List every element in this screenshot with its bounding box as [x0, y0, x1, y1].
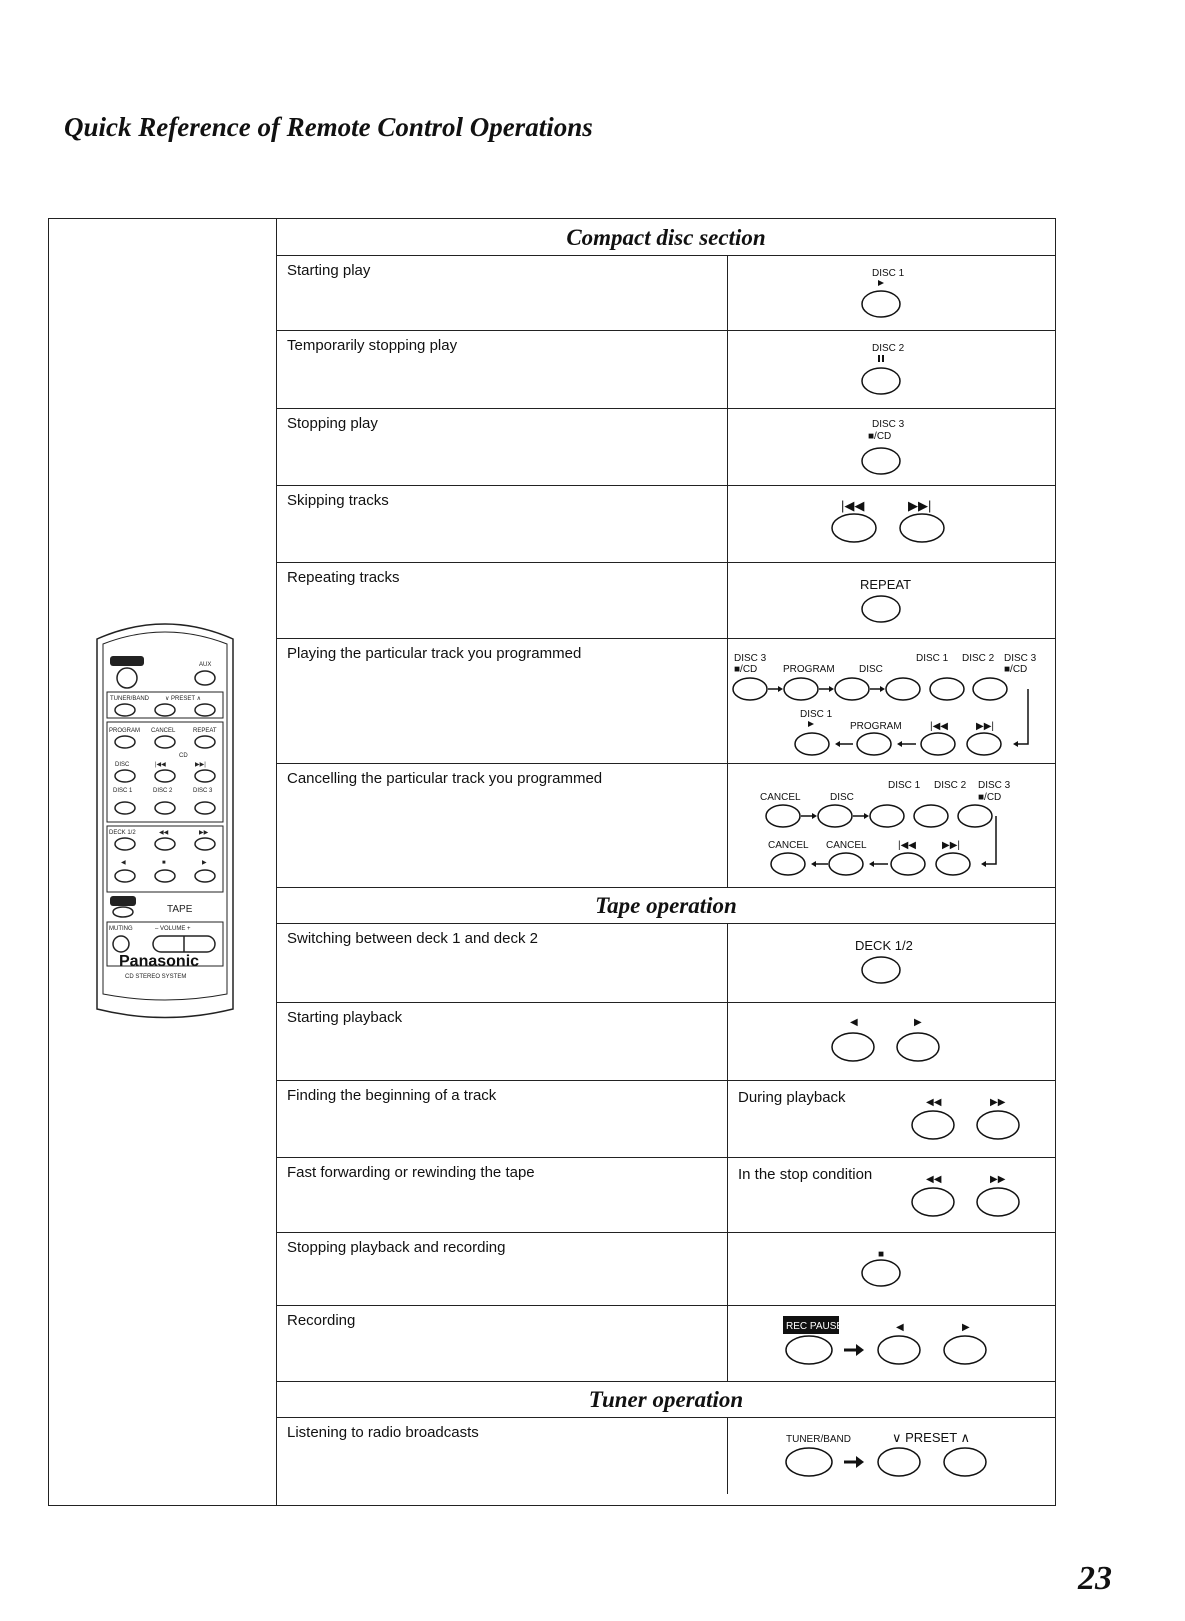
cancel-label: CANCEL [826, 840, 867, 851]
row-operation [728, 331, 1055, 408]
remote-muting-label: MUTING [109, 926, 133, 932]
forward-play-label: ▶ [914, 1017, 922, 1028]
arrow-right-icon [856, 1456, 864, 1468]
row-label: Stopping playback and recording [277, 1233, 728, 1305]
row-note: In the stop condition [738, 1166, 873, 1183]
row-label: Cancelling the particular track you programmed [277, 764, 728, 887]
svg-text:|◀◀: |◀◀ [930, 721, 948, 732]
disc3-label: DISC 3 [734, 653, 767, 664]
table-row [277, 486, 1055, 563]
svg-text:|◀◀: |◀◀ [155, 762, 166, 768]
remote-disc2-label: DISC 2 [153, 788, 173, 794]
svg-text:▶▶: ▶▶ [199, 830, 209, 836]
remote-tape-label: TAPE [167, 904, 193, 915]
row-label: Finding the beginning of a track [277, 1081, 728, 1157]
svg-text:▶▶|: ▶▶| [942, 840, 960, 851]
svg-text:◀◀: ◀◀ [926, 1097, 942, 1108]
row-label: Fast forwarding or rewinding the tape [277, 1158, 728, 1232]
table-row [277, 1233, 1055, 1306]
disc1-label: DISC 1 [800, 709, 833, 720]
svg-text:◀◀: ◀◀ [159, 830, 169, 836]
reverse-play-label: ◀ [850, 1017, 858, 1028]
row-operation [728, 764, 1055, 887]
row-operation [728, 924, 1055, 1002]
row-label: Repeating tracks [277, 563, 728, 638]
row-label: Switching between deck 1 and deck 2 [277, 924, 728, 1002]
section-header-cd: Compact disc section [277, 219, 1055, 256]
disc-label: DISC [859, 664, 883, 675]
row-label: Stopping play [277, 409, 728, 485]
disc2-label: DISC 2 [934, 780, 967, 791]
disc3-label: DISC 3 [872, 419, 905, 430]
row-operation [728, 486, 1055, 562]
rec-pause-label: REC PAUSE [786, 1321, 844, 1332]
remote-repeat-label: REPEAT [193, 728, 217, 734]
remote-disc-label: DISC [115, 762, 130, 768]
cancel-label: CANCEL [768, 840, 809, 851]
row-label: Playing the particular track you programmed [277, 639, 728, 763]
remote-tuner-band-label: TUNER/BAND [110, 696, 150, 702]
program-label: PROGRAM [783, 664, 835, 675]
row-label: Starting play [277, 256, 728, 330]
disc2-button-icon [862, 368, 900, 394]
table-row [277, 1081, 1055, 1158]
svg-text:▶: ▶ [962, 1322, 970, 1333]
svg-text:|◀◀: |◀◀ [898, 840, 916, 851]
row-operation [728, 1003, 1055, 1080]
row-operation [728, 1233, 1055, 1305]
repeat-button-icon [862, 596, 900, 622]
disc1-button-icon [862, 291, 900, 317]
tuner-band-button-icon [786, 1448, 832, 1476]
stop-cd-label: ■/CD [1004, 664, 1028, 675]
tuner-band-label: TUNER/BAND [786, 1434, 852, 1445]
row-operation [728, 1081, 1055, 1157]
row-operation [728, 1418, 1055, 1494]
pause-icon [878, 355, 880, 362]
skip-forward-button-icon [900, 514, 944, 542]
svg-text:◀◀: ◀◀ [926, 1174, 942, 1185]
deck-label: DECK 1/2 [855, 938, 913, 953]
disc-label: DISC [830, 792, 854, 803]
row-operation [728, 1306, 1055, 1381]
skip-back-button-icon [832, 514, 876, 542]
program-label: PROGRAM [850, 721, 902, 732]
remote-disc1-label: DISC 1 [113, 788, 133, 794]
row-label: Recording [277, 1306, 728, 1381]
page-title: Quick Reference of Remote Control Operations [64, 112, 593, 142]
disc1-label: DISC 1 [872, 268, 905, 279]
disc2-label: DISC 2 [962, 653, 995, 664]
rec-pause-button-icon [786, 1336, 832, 1364]
arrow-right-icon [856, 1344, 864, 1356]
play-icon [878, 280, 884, 286]
table-row [277, 1003, 1055, 1081]
repeat-label: REPEAT [860, 577, 912, 592]
remote-volume-label: – VOLUME + [155, 926, 191, 932]
table-row [277, 1306, 1055, 1382]
disc1-label: DISC 1 [888, 780, 921, 791]
remote-program-label: PROGRAM [109, 728, 141, 734]
stop-cd-label: ■/CD [978, 792, 1002, 803]
row-operation [728, 409, 1055, 485]
stop-cd-label: ■/CD [868, 431, 892, 442]
disc3-label: DISC 3 [1004, 653, 1037, 664]
table-row [277, 764, 1055, 888]
operations-table [277, 219, 1055, 1494]
deck-button-icon [862, 957, 900, 983]
disc2-label: DISC 2 [872, 343, 905, 354]
row-operation [728, 563, 1055, 638]
remote-preset-label: ∨ PRESET ∧ [165, 696, 202, 702]
svg-text:▶: ▶ [202, 860, 207, 866]
svg-text:▶▶|: ▶▶| [195, 762, 206, 768]
disc3-label: DISC 3 [978, 780, 1011, 791]
stop-cd-label: ■/CD [734, 664, 758, 675]
remote-deck-label: DECK 1/2 [109, 830, 136, 836]
skip-back-label: |◀◀ [841, 498, 865, 513]
remote-illustration-panel [49, 219, 277, 1505]
remote-cancel-label: CANCEL [151, 728, 176, 734]
section-header-tape: Tape operation [277, 888, 1055, 924]
row-note: During playback [738, 1089, 846, 1106]
remote-disc3-label: DISC 3 [193, 788, 213, 794]
table-row [277, 924, 1055, 1003]
preset-label: ∨ PRESET ∧ [892, 1430, 971, 1445]
disc1-label: DISC 1 [916, 653, 949, 664]
remote-aux-label: AUX [199, 662, 212, 668]
row-operation [728, 256, 1055, 330]
svg-text:▶▶: ▶▶ [990, 1174, 1006, 1185]
row-operation [728, 1158, 1055, 1232]
disc3-button-icon [862, 448, 900, 474]
table-row [277, 1158, 1055, 1233]
stop-button-icon [862, 1260, 900, 1286]
stop-label: ■ [878, 1249, 885, 1260]
row-label: Skipping tracks [277, 486, 728, 562]
cancel-label: CANCEL [760, 792, 801, 803]
page-number: 23 [1078, 1560, 1112, 1597]
remote-system-label: CD STEREO SYSTEM [125, 974, 187, 980]
table-row [277, 331, 1055, 409]
row-label: Starting playback [277, 1003, 728, 1080]
table-row [277, 409, 1055, 486]
svg-text:▶▶: ▶▶ [990, 1097, 1006, 1108]
remote-cd-label: CD [179, 753, 188, 759]
remote-control-illustration [95, 614, 235, 1024]
row-label: Temporarily stopping play [277, 331, 728, 408]
table-row [277, 1418, 1055, 1494]
remote-brand: Panasonic [119, 953, 200, 970]
svg-text:◀: ◀ [896, 1322, 904, 1333]
svg-text:■: ■ [162, 860, 166, 866]
svg-text:◀: ◀ [121, 860, 126, 866]
section-header-tuner: Tuner operation [277, 1382, 1055, 1418]
svg-text:▶▶|: ▶▶| [976, 721, 994, 732]
table-row [277, 256, 1055, 331]
skip-forward-label: ▶▶| [908, 498, 932, 513]
reference-table-frame [48, 218, 1056, 1506]
row-operation [728, 639, 1055, 763]
table-row [277, 563, 1055, 639]
table-row [277, 639, 1055, 764]
row-label: Listening to radio broadcasts [277, 1418, 728, 1494]
